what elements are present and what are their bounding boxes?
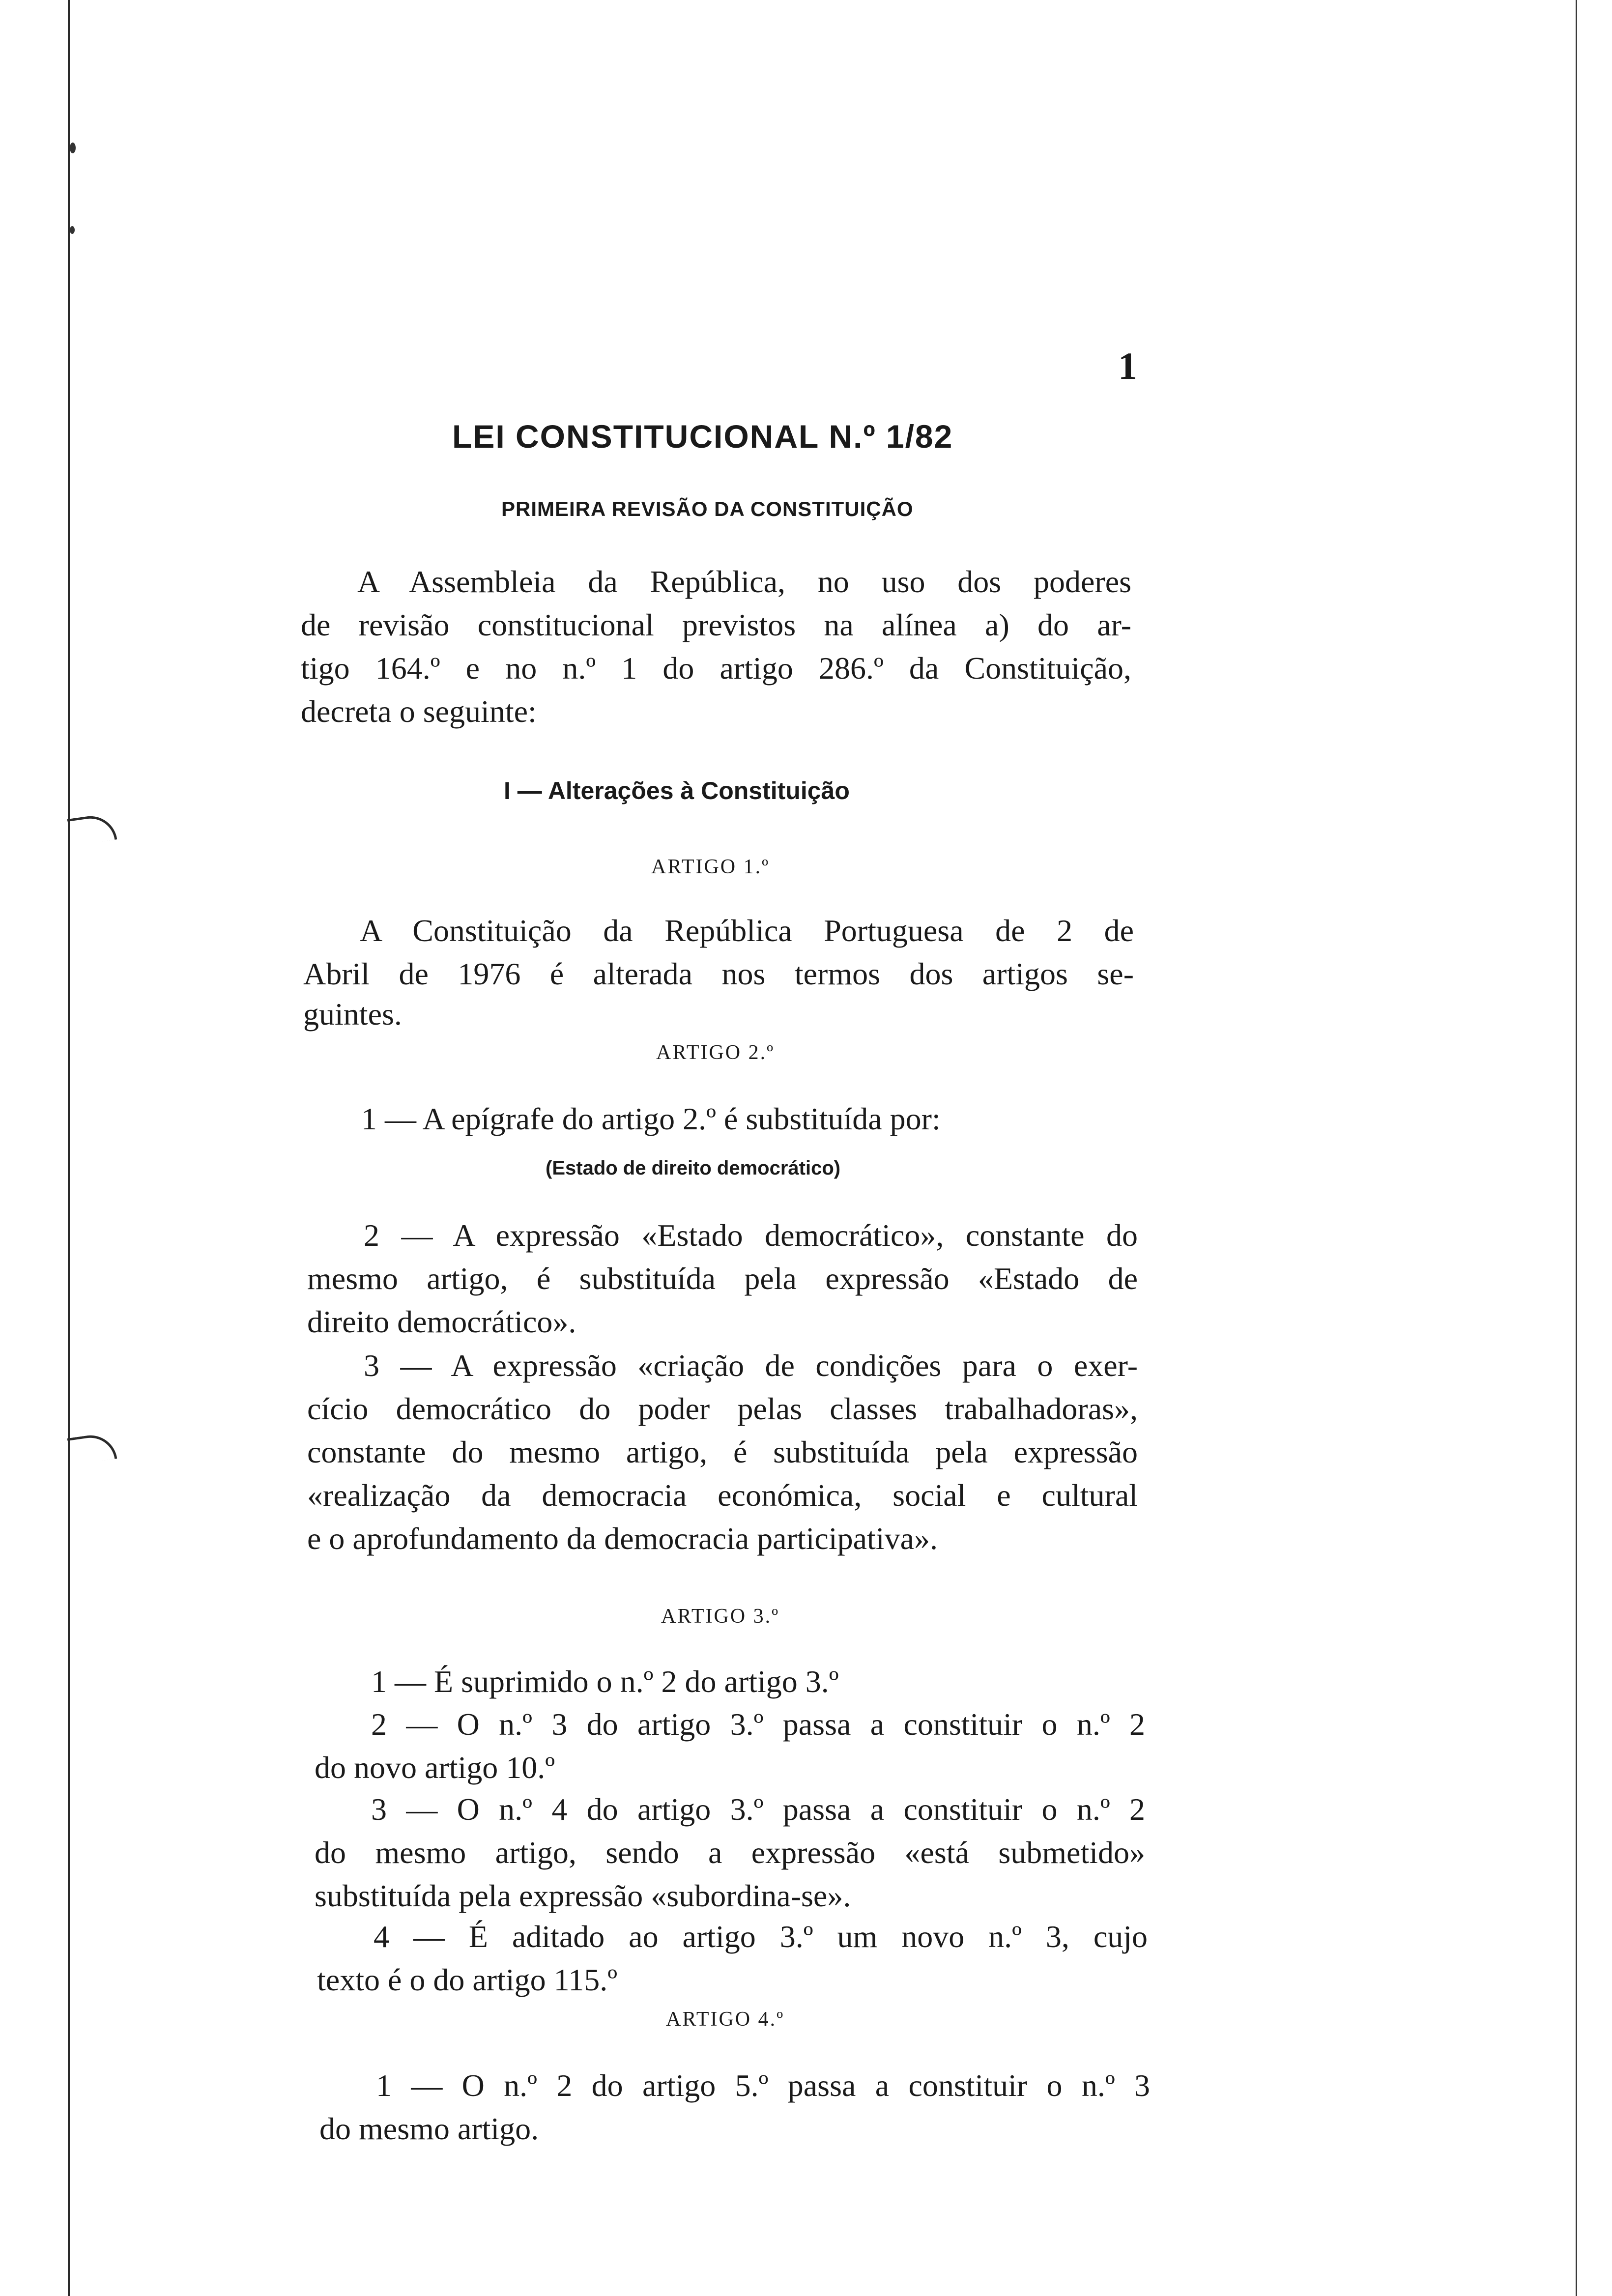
- artigo-3-item-3-line: substituída pela expressão «subordina-se».: [315, 1878, 851, 1913]
- artigo-2-heading: ARTIGO 2.º: [656, 1041, 775, 1064]
- document-subtitle: PRIMEIRA REVISÃO DA CONSTITUIÇÃO: [501, 497, 914, 520]
- scan-edge-right: [1576, 0, 1577, 2296]
- scan-edge-left: [68, 0, 70, 2296]
- artigo-3-item-3: [315, 1788, 1145, 1918]
- artigo-1-line: guintes.: [303, 997, 402, 1032]
- artigo-3-item-1: 1 — É suprimido o n.º 2 do artigo 3.º: [371, 1664, 839, 1699]
- document-title: LEI CONSTITUCIONAL N.º 1/82: [452, 418, 953, 455]
- artigo-2-item-2: [307, 1214, 1138, 1344]
- preamble: [301, 560, 1131, 733]
- artigo-3-item-2-line: do novo artigo 10.º: [315, 1750, 555, 1785]
- artigo-4-item-1: [319, 2064, 1150, 2151]
- scan-hook-mark: [67, 1432, 117, 1465]
- artigo-1-body: [303, 909, 1134, 1033]
- preamble-line: decreta o seguinte:: [301, 694, 537, 729]
- scan-speck: [70, 143, 76, 153]
- artigo-2-item-1: 1 — A epígrafe do artigo 2.º é substituída por:: [361, 1101, 941, 1136]
- artigo-2-item-3: [307, 1344, 1138, 1560]
- artigo-3-heading: ARTIGO 3.º: [661, 1605, 780, 1628]
- artigo-3-item-4-line: texto é o do artigo 115.º: [317, 1962, 618, 1997]
- artigo-3-item-4: [317, 1915, 1148, 2002]
- artigo-3-item-4-line: 4 — É aditado ao artigo 3.º um novo n.º 3, cujo: [374, 1919, 1148, 1954]
- artigo-2-item-3-line: «realização da democracia económica, social e cultural: [307, 1478, 1138, 1513]
- artigo-2-item-3-line: e o aprofundamento da democracia participativa».: [307, 1521, 938, 1556]
- section-heading: I — Alterações à Constituição: [504, 777, 850, 804]
- artigo-2-item-2-line: 2 — A expressão «Estado democrático», constante do: [364, 1218, 1138, 1253]
- artigo-3-item-2: [315, 1703, 1145, 1789]
- artigo-2-item-3-line: 3 — A expressão «criação de condições para o exer-: [364, 1348, 1138, 1383]
- artigo-3-item-2-line: 2 — O n.º 3 do artigo 3.º passa a constituir o n.º 2: [371, 1707, 1145, 1742]
- scan-hook-mark: [67, 813, 117, 846]
- artigo-2-item-2-line: direito democrático».: [307, 1304, 576, 1339]
- page-number: 1: [1118, 344, 1137, 387]
- artigo-4-item-1-line: do mesmo artigo.: [319, 2111, 539, 2146]
- artigo-3-item-3-line: 3 — O n.º 4 do artigo 3.º passa a constituir o n.º 2: [371, 1792, 1145, 1827]
- artigo-2-item-1-quote: (Estado de direito democrático): [546, 1157, 841, 1179]
- scan-speck: [70, 226, 75, 234]
- artigo-1-heading: ARTIGO 1.º: [651, 856, 770, 878]
- preamble-line: de revisão constitucional previstos na alínea a) do ar-: [301, 607, 1131, 642]
- artigo-4-item-1-line: 1 — O n.º 2 do artigo 5.º passa a constituir o n.º 3: [376, 2068, 1150, 2103]
- artigo-2-item-3-line: constante do mesmo artigo, é substituída pela expressão: [307, 1435, 1138, 1469]
- preamble-line: A Assembleia da República, no uso dos poderes: [357, 564, 1131, 599]
- artigo-2-item-3-line: cício democrático do poder pelas classes trabalhadoras»,: [307, 1391, 1138, 1426]
- artigo-4-heading: ARTIGO 4.º: [666, 2008, 785, 2031]
- preamble-line: tigo 164.º e no n.º 1 do artigo 286.º da Constituição,: [301, 651, 1131, 686]
- artigo-2-item-2-line: mesmo artigo, é substituída pela expressão «Estado de: [307, 1261, 1138, 1296]
- artigo-1-line: A Constituição da República Portuguesa de 2 de: [360, 913, 1134, 948]
- artigo-3-item-3-line: do mesmo artigo, sendo a expressão «está submetido»: [315, 1835, 1145, 1870]
- artigo-1-line: Abril de 1976 é alterada nos termos dos artigos se-: [303, 956, 1134, 991]
